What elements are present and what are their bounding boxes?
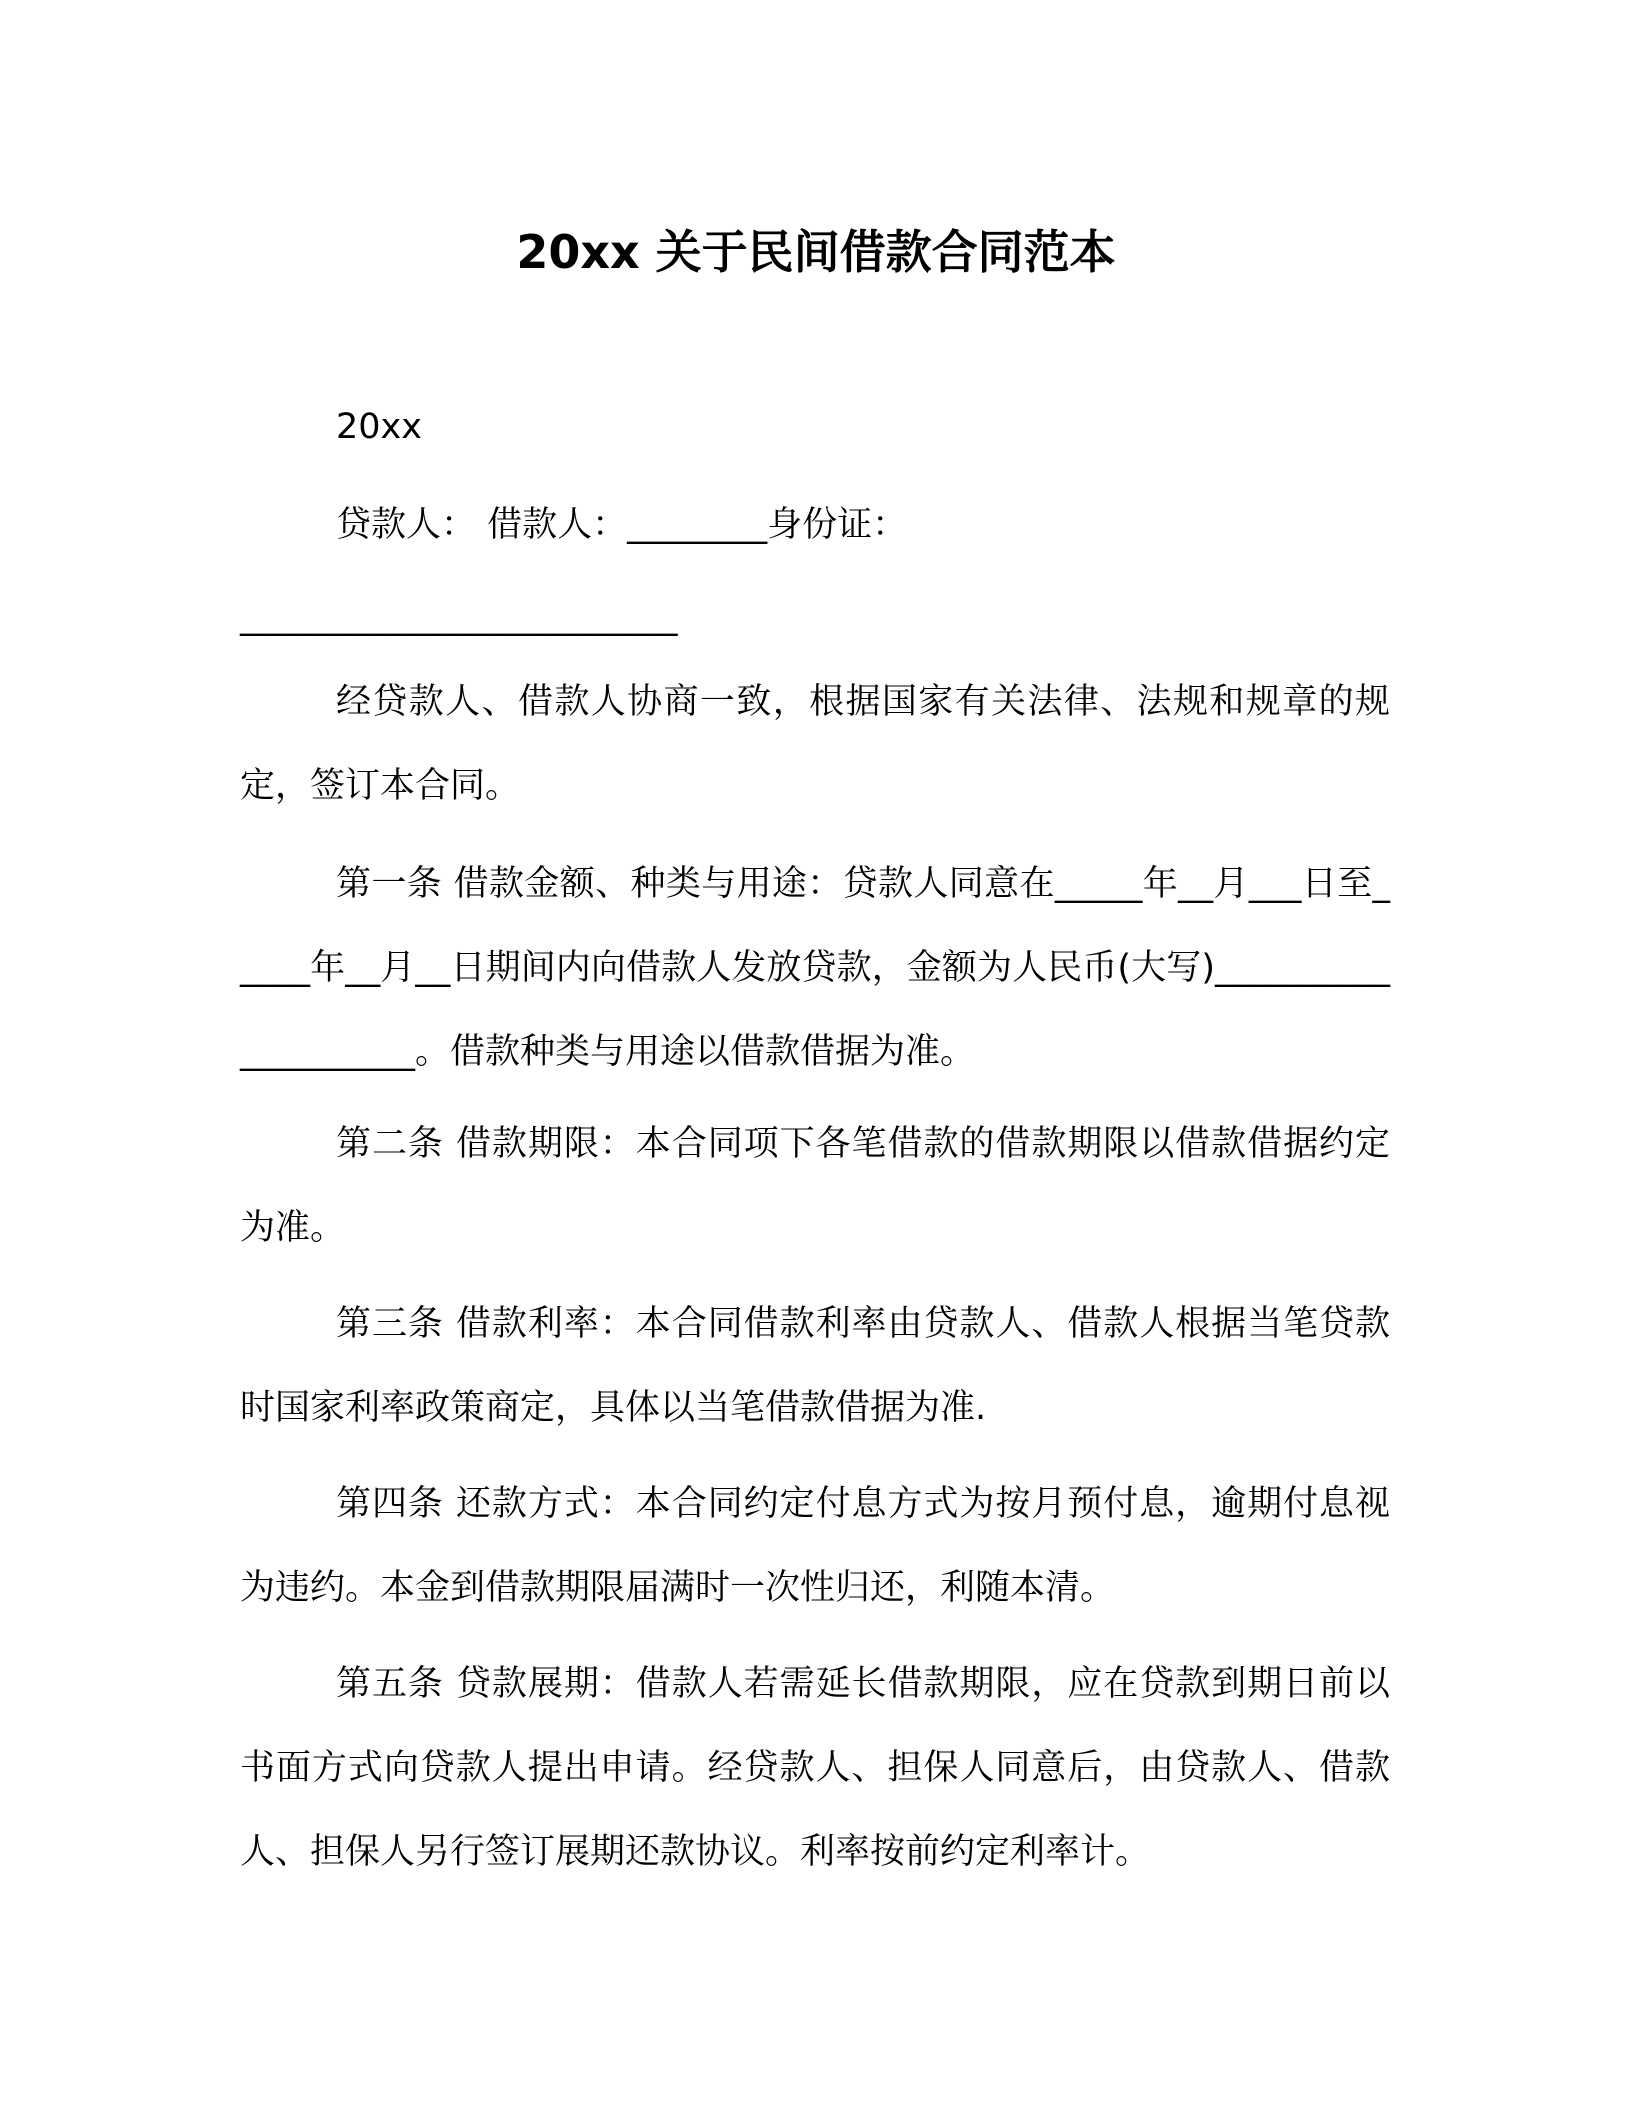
document-title: 20xx 关于民间借款合同范本	[516, 225, 1116, 279]
article-1: 第一条 借款金额、种类与用途：贷款人同意在_____年__月___日至_____年__月__日期间内向借款人发放贷款，金额为人民币(大写)____________________。借款种类与用途以借款借据为准。	[240, 864, 1390, 1072]
parties-line: 贷款人： 借款人：________身份证：	[336, 505, 908, 545]
article-3: 第三条 借款利率：本合同借款利率由贷款人、借款人根据当笔贷款时国家利率政策商定，具体以当笔借款借据为准.	[240, 1304, 1390, 1428]
article-5: 第五条 贷款展期：借款人若需延长借款期限，应在贷款到期日前以书面方式向贷款人提出申请。经贷款人、担保人同意后，由贷款人、借款人、担保人另行签订展期还款协议。利率按前约定利率计。	[240, 1664, 1390, 1872]
article-4: 第四条 还款方式：本合同约定付息方式为按月预付息，逾期付息视为违约。本金到借款期限届满时一次性归还，利随本清。	[240, 1484, 1390, 1608]
id-blank-line: _________________________	[240, 597, 678, 637]
date-line: 20xx	[336, 407, 422, 447]
intro-paragraph: 经贷款人、借款人协商一致，根据国家有关法律、法规和规章的规定，签订本合同。	[240, 682, 1390, 806]
article-2: 第二条 借款期限：本合同项下各笔借款的借款期限以借款借据约定为准。	[240, 1124, 1390, 1248]
